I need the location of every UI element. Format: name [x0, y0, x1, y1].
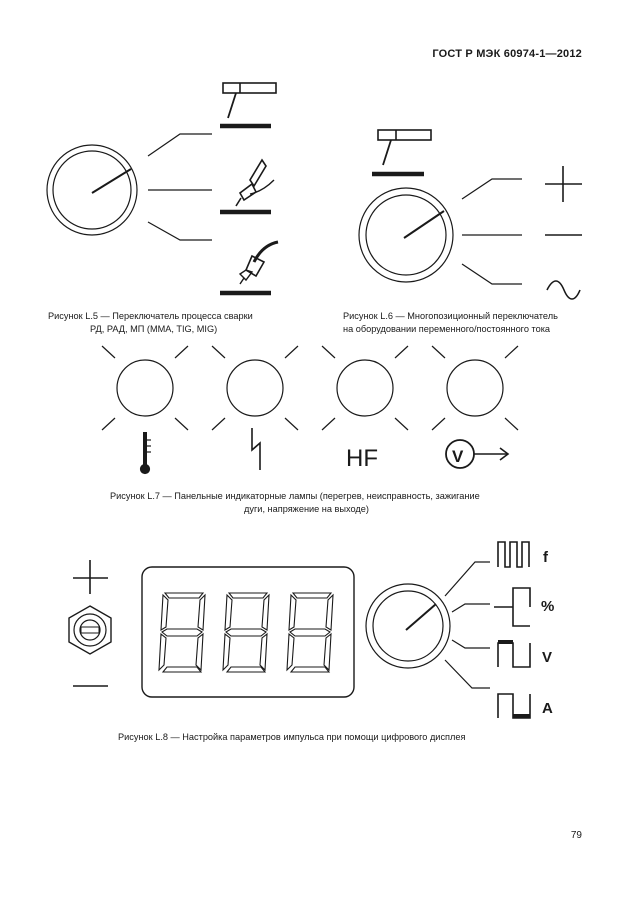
standard-header: ГОСТ Р МЭК 60974-1—2012: [432, 48, 582, 60]
increase-plus-icon: [73, 560, 108, 594]
figure-l5-caption-line2: РД, РАД, МП (MMA, TIG, MIG): [90, 324, 218, 334]
label-current: A: [542, 700, 553, 717]
l8-rotary-knob: [366, 584, 450, 668]
figure-l6-caption-line2: на оборудовании переменного/постоянного тока: [343, 324, 551, 334]
figure-l7-caption-line2: дуги, напряжение на выходе): [244, 504, 369, 514]
seven-segment-display: [142, 567, 354, 697]
label-percent: %: [541, 598, 555, 615]
indicator-lamp-fault: [212, 346, 298, 430]
figure-l6-diagram: [359, 130, 582, 299]
figure-l7-caption-line1: Рисунок L.7 — Панельные индикаторные лампы (перегрев, неисправность, зажигание: [110, 491, 480, 501]
thermometer-icon: [141, 432, 152, 474]
ac-sine-icon: [547, 281, 580, 299]
dc-plus-icon: [545, 166, 582, 202]
encoder-knob-nut: [69, 606, 111, 654]
figure-l6-caption-line1: Рисунок L.6 — Многопозиционный переключатель: [343, 311, 558, 321]
figure-l5-diagram: [47, 83, 278, 293]
l6-leader-lines: [462, 179, 522, 284]
l8-leader-lines: [445, 562, 490, 688]
l6-selector-icon: [372, 130, 431, 174]
hf-label: HF: [346, 445, 378, 472]
mig-torch-icon: [220, 242, 278, 293]
figure-l5-caption-line1: Рисунок L.5 — Переключатель процесса сварки: [48, 311, 253, 321]
output-voltage-v-label: V: [452, 447, 464, 466]
figure-l8-caption: Рисунок L.8 — Настройка параметров импульса при помощи цифрового дисплея: [118, 732, 466, 742]
indicator-lamp-overheat: [102, 346, 188, 430]
tig-torch-icon: [220, 160, 274, 212]
pulse-duty-cycle-icon: [494, 588, 530, 626]
fault-lightning-icon: [252, 428, 260, 470]
figure-l8-diagram: [69, 542, 530, 718]
label-voltage: V: [542, 649, 553, 666]
mma-electrode-holder-icon: [220, 83, 276, 126]
pulse-voltage-icon: [498, 640, 530, 667]
indicator-lamp-output-voltage: [432, 346, 518, 430]
indicator-lamp-arc-ignition: [322, 346, 408, 430]
l5-rotary-knob: [47, 145, 137, 235]
label-frequency: f: [543, 549, 548, 566]
l6-rotary-knob: [359, 188, 453, 282]
page-number: 79: [570, 830, 582, 841]
l5-leader-lines: [148, 134, 212, 240]
pulse-current-icon: [498, 694, 530, 718]
pulse-frequency-icon: [498, 542, 529, 567]
